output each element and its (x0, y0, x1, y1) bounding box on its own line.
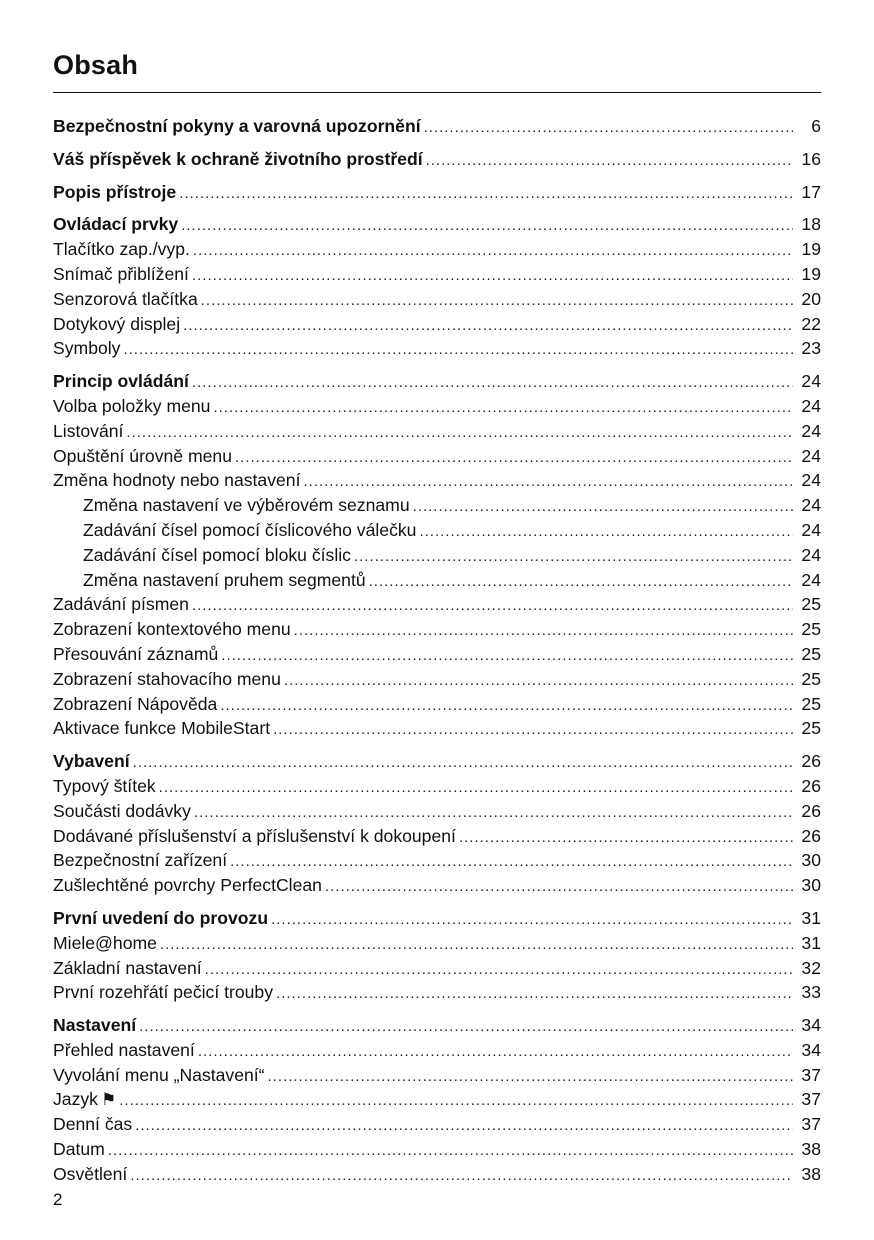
toc-entry-title: Miele@home (53, 932, 157, 953)
toc-entry[interactable] (53, 1137, 821, 1162)
toc-entry-page: 20 (801, 288, 821, 309)
toc-entry[interactable] (53, 394, 821, 419)
page-number: 2 (53, 1190, 63, 1209)
dot-leader (325, 875, 793, 900)
toc-entry-title: Vyvolání menu „Nastavení“ (53, 1064, 265, 1085)
dot-leader (424, 116, 793, 141)
toc-entry-page: 26 (801, 751, 821, 772)
toc-entry-page: 30 (801, 850, 821, 871)
toc-entry[interactable] (53, 1038, 821, 1063)
toc-entry[interactable] (53, 956, 821, 981)
toc-entry-title: Volba položky menu (53, 395, 211, 416)
dot-leader (139, 1015, 793, 1040)
toc-entry-page: 24 (801, 395, 821, 416)
toc-entry-title: Bezpečnostní pokyny a varovná upozornění (53, 116, 421, 136)
dot-leader (230, 850, 793, 875)
toc-section (53, 1013, 821, 1187)
dot-leader (303, 470, 793, 495)
toc-entry-title: Váš příspěvek k ochraně životního prostředí (53, 148, 423, 169)
toc-entry[interactable] (53, 642, 821, 667)
toc-entry[interactable] (53, 592, 821, 617)
toc-entry-title: Bezpečnostní zařízení (53, 850, 228, 871)
dot-leader (130, 1164, 793, 1189)
toc-entry-title: Zadávání písmen (53, 594, 189, 615)
toc-entry-page: 25 (801, 668, 821, 689)
toc-entry-page: 23 (801, 338, 821, 359)
toc-section-heading[interactable] (53, 212, 821, 237)
toc-entry-page: 37 (801, 1114, 821, 1135)
toc-section (53, 906, 821, 1005)
toc-entry-title: Přehled nastavení (53, 1039, 195, 1060)
toc-entry-title: Popis přístroje (53, 181, 177, 202)
dot-leader (183, 314, 793, 339)
toc-entry-page: 38 (801, 1139, 821, 1160)
toc-entry[interactable] (53, 336, 821, 361)
toc-entry-title: Opuštění úrovně menu (53, 445, 232, 466)
dot-leader (159, 776, 793, 801)
toc-section-heading[interactable] (53, 749, 821, 774)
toc-entry[interactable] (53, 493, 821, 518)
toc-entry[interactable] (53, 667, 821, 692)
toc-entry-title: Dodávané příslušenství a příslušenství k dokoupení (53, 825, 456, 846)
toc-entry[interactable] (53, 444, 821, 469)
toc-entry-title: Denní čas (53, 1114, 133, 1135)
toc-entry[interactable] (53, 568, 821, 593)
dot-leader (193, 239, 793, 264)
dot-leader (276, 982, 793, 1007)
toc-section-heading[interactable] (53, 369, 821, 394)
toc-entry[interactable] (53, 873, 821, 898)
dot-leader (271, 908, 793, 933)
toc-entry-title: Aktivace funkce MobileStart (53, 718, 271, 739)
toc-entry-page: 25 (801, 594, 821, 615)
toc-entry[interactable] (53, 617, 821, 642)
toc-section-heading[interactable] (53, 1013, 821, 1038)
dot-leader (192, 594, 793, 619)
toc-entry-page: 37 (801, 1089, 821, 1110)
dot-leader (220, 694, 793, 719)
dot-leader (273, 718, 793, 743)
toc-entry-title: První uvedení do provozu (53, 907, 269, 928)
toc-entry-title: Zobrazení kontextového menu (53, 619, 291, 640)
toc-entry-page: 31 (801, 907, 821, 928)
toc-entry[interactable] (53, 1087, 821, 1112)
toc-entry-page: 38 (801, 1163, 821, 1184)
dot-leader (235, 446, 793, 471)
toc-entry-title: Změna nastavení pruhem segmentů (83, 569, 366, 590)
toc-entry-page: 31 (801, 932, 821, 953)
dot-leader (284, 669, 793, 694)
toc-section (53, 147, 821, 172)
page-title: Obsah (53, 50, 139, 80)
dot-leader (160, 933, 793, 958)
dot-leader (133, 751, 793, 776)
dot-leader (419, 520, 793, 545)
toc-entry-page: 26 (801, 775, 821, 796)
dot-leader (369, 570, 793, 595)
dot-leader (426, 149, 793, 174)
dot-leader (181, 214, 793, 239)
toc-entry[interactable] (53, 518, 821, 543)
dot-leader (194, 801, 793, 826)
toc-entry-page: 24 (801, 544, 821, 565)
toc-entry[interactable] (53, 824, 821, 849)
toc-entry-page: 34 (801, 1015, 821, 1036)
toc-entry-page: 24 (801, 495, 821, 516)
toc-section (53, 212, 821, 361)
toc-entry-page: 6 (811, 116, 821, 136)
dot-leader (221, 644, 793, 669)
toc-entry-page: 32 (801, 957, 821, 978)
toc-entry[interactable] (53, 1162, 821, 1187)
toc-entry-title: Typový štítek (53, 775, 156, 796)
toc-entry-page: 22 (801, 313, 821, 334)
toc-entry-title: Základní nastavení (53, 957, 202, 978)
toc-entry-page: 24 (801, 445, 821, 466)
dot-leader (205, 958, 793, 983)
toc-section (53, 114, 821, 139)
toc-entry-page: 26 (801, 800, 821, 821)
toc-entry-title: Tlačítko zap./vyp. (53, 239, 190, 260)
toc-entry-page: 25 (801, 619, 821, 640)
toc-entry-title: Nastavení (53, 1015, 137, 1036)
dot-leader (179, 182, 793, 207)
toc-entry-title: Osvětlení (53, 1163, 128, 1184)
toc-entry-title: Princip ovládání (53, 371, 189, 392)
toc-entry[interactable] (53, 287, 821, 312)
toc-entry-title: Zobrazení stahovacího menu (53, 668, 281, 689)
dot-leader (354, 545, 793, 570)
toc-entry-title: Změna nastavení ve výběrovém seznamu (83, 495, 410, 516)
toc-entry-page: 33 (801, 982, 821, 1003)
dot-leader (201, 289, 793, 314)
toc-entry-title: Zadávání čísel pomocí bloku číslic (83, 544, 351, 565)
dot-leader (135, 1114, 793, 1139)
toc-entry-title: Součásti dodávky (53, 800, 191, 821)
dot-leader (294, 619, 793, 644)
table-of-contents (53, 114, 821, 1195)
flag-icon: ⚑ (100, 1090, 117, 1110)
toc-entry-title: Listování (53, 420, 124, 441)
toc-entry[interactable] (53, 1063, 821, 1088)
toc-entry-page: 37 (801, 1064, 821, 1085)
toc-entry-title: Přesouvání záznamů (53, 643, 219, 664)
toc-entry[interactable] (53, 980, 821, 1005)
dot-leader (108, 1139, 793, 1164)
dot-leader (413, 495, 793, 520)
toc-entry[interactable] (53, 774, 821, 799)
toc-entry-page: 24 (801, 420, 821, 441)
toc-entry-title: První rozehřátí pečicí trouby (53, 982, 274, 1003)
toc-entry-page: 25 (801, 643, 821, 664)
dot-leader (213, 396, 793, 421)
title-divider (53, 92, 821, 93)
toc-entry-title: Jazyk (53, 1089, 98, 1110)
toc-entry-page: 24 (801, 470, 821, 491)
toc-section-heading[interactable] (53, 906, 821, 931)
toc-entry[interactable] (53, 237, 821, 262)
toc-entry-title: Změna hodnoty nebo nastavení (53, 470, 301, 491)
toc-entry-page: 24 (801, 569, 821, 590)
toc-entry-page: 26 (801, 825, 821, 846)
toc-entry-title: Zadávání čísel pomocí číslicového válečku (83, 519, 417, 540)
toc-section (53, 749, 821, 898)
toc-entry[interactable] (53, 468, 821, 493)
toc-section-heading[interactable] (53, 180, 821, 205)
toc-entry-page: 25 (801, 693, 821, 714)
toc-entry-title: Vybavení (53, 751, 130, 772)
toc-entry-page: 19 (801, 263, 821, 284)
dot-leader (459, 826, 793, 851)
toc-entry-title: Zušlechtěné povrchy PerfectClean (53, 875, 322, 896)
toc-entry[interactable] (53, 419, 821, 444)
toc-entry-title: Zobrazení Nápověda (53, 693, 218, 714)
dot-leader (119, 1089, 793, 1114)
toc-entry[interactable] (53, 799, 821, 824)
toc-entry-title: Senzorová tlačítka (53, 288, 198, 309)
toc-section (53, 180, 821, 205)
toc-section (53, 369, 821, 741)
toc-entry[interactable] (53, 543, 821, 568)
dot-leader (192, 371, 793, 396)
toc-section-heading[interactable] (53, 114, 821, 139)
dot-leader (198, 1040, 793, 1065)
toc-entry-page: 30 (801, 875, 821, 896)
toc-entry[interactable] (53, 931, 821, 956)
toc-entry-title: Ovládací prvky (53, 214, 179, 235)
toc-entry[interactable] (53, 716, 821, 741)
toc-entry[interactable] (53, 312, 821, 337)
toc-entry-page: 18 (801, 214, 821, 235)
toc-entry[interactable] (53, 848, 821, 873)
toc-entry-title: Datum (53, 1139, 105, 1160)
dot-leader (192, 264, 793, 289)
toc-entry-title: Symboly (53, 338, 121, 359)
toc-entry[interactable] (53, 262, 821, 287)
toc-entry-title: Snímač přiblížení (53, 263, 189, 284)
toc-entry-page: 25 (801, 718, 821, 739)
toc-entry-page: 17 (801, 181, 821, 202)
toc-entry-page: 24 (801, 519, 821, 540)
toc-entry-page: 16 (801, 148, 821, 169)
toc-entry[interactable] (53, 692, 821, 717)
toc-entry-title: Dotykový displej (53, 313, 181, 334)
toc-entry[interactable] (53, 1112, 821, 1137)
toc-section-heading[interactable] (53, 147, 821, 172)
toc-entry-page: 24 (801, 371, 821, 392)
toc-entry-page: 19 (801, 239, 821, 260)
toc-entry-page: 34 (801, 1039, 821, 1060)
dot-leader (268, 1065, 793, 1090)
dot-leader (126, 421, 793, 446)
dot-leader (123, 338, 793, 363)
